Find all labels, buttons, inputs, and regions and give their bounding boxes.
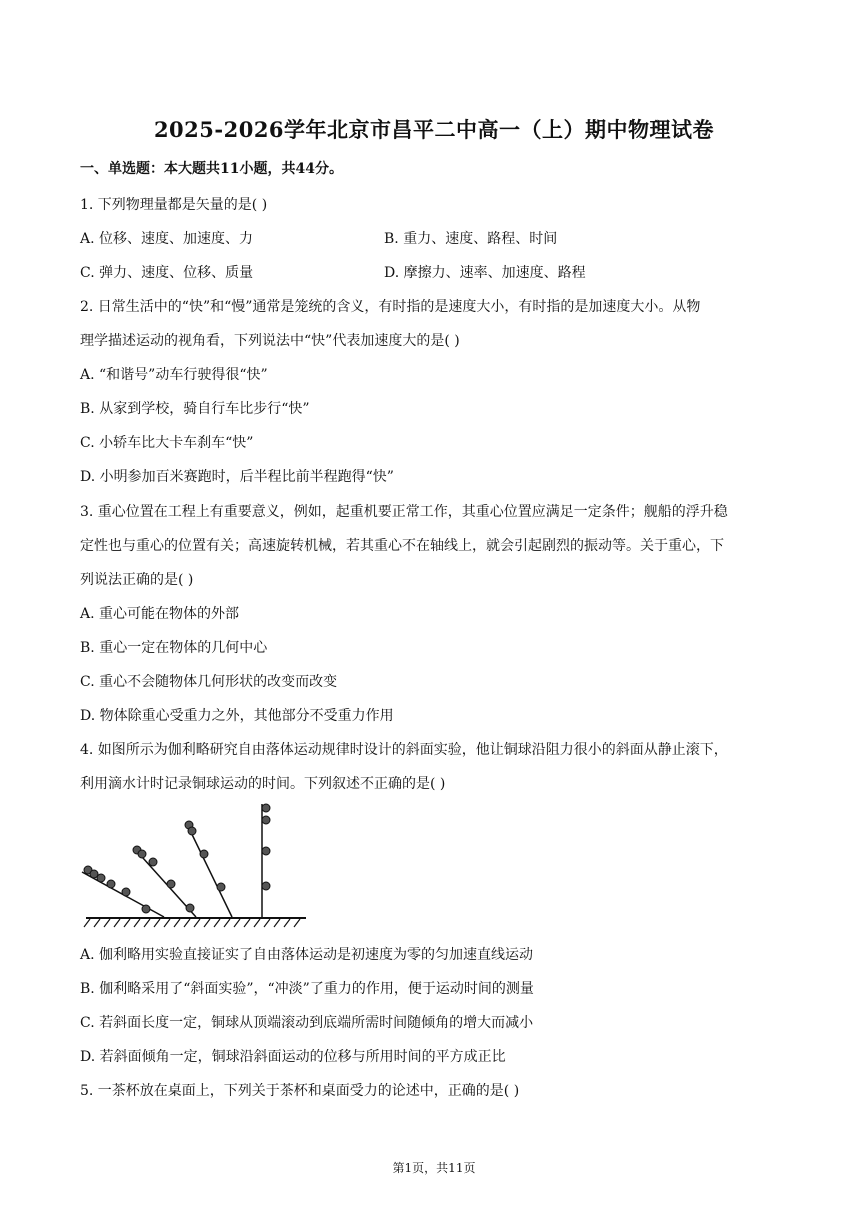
question-2-stem-line-1: 2. 日常生活中的“快”和“慢”通常是笼统的含义，有时指的是速度大小，有时指的是加速度大小。从物: [80, 299, 701, 315]
question-2-option-d: D. 小明参加百米赛跑时，后半程比前半程跑得“快”: [80, 469, 394, 485]
question-3-stem-line-3: 列说法正确的是( ): [80, 572, 194, 588]
balls-incline-1: [84, 866, 150, 913]
question-4-option-c: C. 若斜面长度一定，铜球从顶端滚动到底端所需时间随倾角的增大而减小: [80, 1015, 534, 1031]
section-heading: 一、单选题：本大题共11小题，共44分。: [80, 161, 343, 177]
page-footer: 第1页，共11页: [392, 1161, 476, 1175]
question-1-option-d: D. 摩擦力、速率、加速度、路程: [384, 265, 586, 281]
balls-incline-3: [185, 821, 225, 891]
question-4-option-a: A. 伽利略用实验直接证实了自由落体运动是初速度为零的匀加速直线运动: [80, 947, 534, 963]
question-4-stem-line-1: 4. 如图所示为伽利略研究自由落体运动规律时设计的斜面实验，他让铜球沿阻力很小的斜面从静止滚下，: [80, 742, 728, 758]
question-2-option-a: A. “和谐号”动车行驶得很“快”: [80, 367, 268, 383]
inclined-plane-figure: [78, 798, 318, 930]
question-2-option-b: B. 从家到学校，骑自行车比步行“快”: [80, 401, 310, 417]
incline-3: [186, 822, 232, 917]
question-3-stem-line-2: 定性也与重心的位置有关；高速旋转机械，若其重心不在轴线上，就会引起剧烈的振动等。关于重心，下: [80, 538, 724, 554]
question-4-stem-line-2: 利用滴水计时记录铜球运动的时间。下列叙述不正确的是( ): [80, 776, 446, 792]
question-3-option-c: C. 重心不会随物体几何形状的改变而改变: [80, 674, 338, 690]
question-5-stem: 5. 一茶杯放在桌面上，下列关于茶杯和桌面受力的论述中，正确的是( ): [80, 1083, 520, 1099]
question-3-stem-line-1: 3. 重心位置在工程上有重要意义，例如，起重机要正常工作，其重心位置应满足一定条件；舰船的浮升稳: [80, 504, 728, 520]
question-1-option-b: B. 重力、速度、路程、时间: [384, 231, 558, 247]
question-4-option-d: D. 若斜面倾角一定，铜球沿斜面运动的位移与所用时间的平方成正比: [80, 1049, 506, 1065]
question-3-option-a: A. 重心可能在物体的外部: [80, 606, 240, 622]
question-1-option-a: A. 位移、速度、加速度、力: [80, 231, 254, 247]
ground-hatching: [84, 919, 300, 927]
question-1-option-c: C. 弹力、速度、位移、质量: [80, 265, 254, 281]
question-1-stem: 1. 下列物理量都是矢量的是( ): [80, 197, 268, 213]
question-2-option-c: C. 小轿车比大卡车刹车“快”: [80, 435, 254, 451]
question-3-option-d: D. 物体除重心受重力之外，其他部分不受重力作用: [80, 708, 394, 724]
question-3-option-b: B. 重心一定在物体的几何中心: [80, 640, 268, 656]
question-4-option-b: B. 伽利略采用了“斜面实验”，“冲淡”了重力的作用，便于运动时间的测量: [80, 981, 534, 997]
question-2-stem-line-2: 理学描述运动的视角看，下列说法中“快”代表加速度大的是( ): [80, 333, 460, 349]
balls-incline-2: [133, 846, 194, 912]
balls-vertical: [262, 804, 270, 890]
page-title: 2025-2026学年北京市昌平二中高一（上）期中物理试卷: [153, 117, 715, 142]
